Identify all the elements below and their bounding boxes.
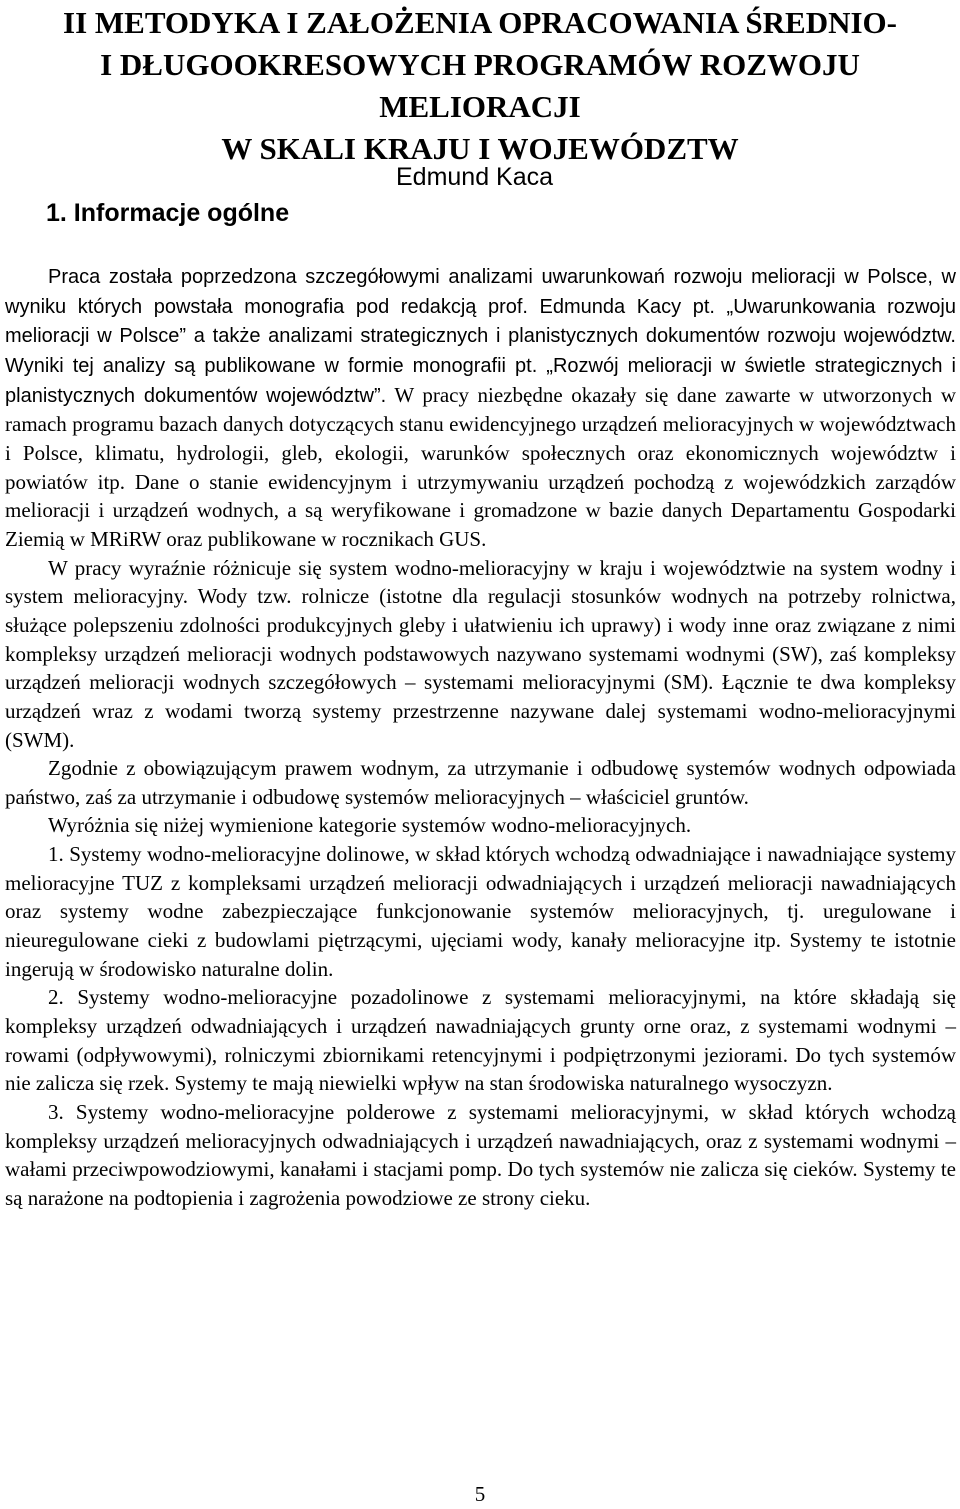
chapter-title <box>0 2 960 170</box>
paragraph-1 <box>5 262 956 554</box>
list-item-1: 1. Systemy wodno-melioracyjne dolinowe, w skład których wchodzą odwadniające i nawadniające systemy melioracyjne TUZ z kompleksami urządzeń melioracji odwadniających i urządzeń melioracji nawadniających oraz systemy wodne zabezpieczające funkcjonowanie systemów melioracyjnych, tj. uregulowane i nieuregulowane cieki z budowlami piętrzącymi, ujęciami wody, kanały melioracyjne itp. Systemy te istotnie ingerują w środowisko naturalne dolin. <box>5 842 956 981</box>
list-item-2: 2. Systemy wodno-melioracyjne pozadolinowe z systemami melioracyjnymi, na które składają się kompleksy urządzeń odwadniających i urządzeń nawadniających grunty orne oraz, z systemami wodnymi – rowami (odpływowymi), rolniczymi zbiornikami retencyjnymi i podpiętrzonymi jeziorami. Do tych systemów nie zalicza się rzek. Systemy te mają niewielki wpływ na stan środowiska naturalnego wysoczyzn. <box>5 985 956 1096</box>
paragraph-3: Zgodnie z obowiązującym prawem wodnym, za utrzymanie i odbudowę systemów wodnych odpowiada państwo, zaś za utrzymanie i odbudowę systemów melioracyjnych – właściciel gruntów. <box>5 756 956 809</box>
page-number: 5 <box>474 1482 486 1506</box>
chapter-title-line-3: W SKALI KRAJU I WOJEWÓDZTW <box>221 131 739 166</box>
paragraph-1-serif-part: W pracy niezbędne okazały się dane zawarte w utworzonych w ramach programu bazach danych dotyczących stanu ewidencyjnego urządzeń melioracyjnych w województwach i Polsce, klimatu, hydrologii, gleb, ekologii, warunków społecznych oraz ekonomicznych województw i powiatów itp. Dane o stanie ewidencyjnym i utrzymywaniu urządzeń pochodzą z wojewódzkich zarządów melioracji i urządzeń wodnych, a są weryfikowane i gromadzone w bazie danych Departamentu Gospodarki Ziemią w MRiRW oraz publikowane w rocznikach GUS. <box>5 382 956 551</box>
paragraph-1-sans-part: Praca została poprzedzona szczegółowymi analizami uwarunkowań rozwoju melioracji w Polsce, w wyniku których powstała monografia pod redakcją prof. Edmunda Kacy pt. „Uwarunkowania rozwoju melioracji w Polsce” a także analizami strategicznych i planistycznych dokumentów rozwoju województw. Wyniki tej analizy są publikowane w formie monografii pt. „Rozwój melioracji w świetle strategicznych i planistycznych dokumentów województw”. <box>5 266 956 407</box>
section-heading: 1. Informacje ogólne <box>46 199 290 227</box>
list-item-3: 3. Systemy wodno-melioracyjne polderowe z systemami melioracyjnymi, w skład których wchodzą kompleksy urządzeń melioracyjnych odwadniających i urządzeń nawadniających, oraz z systemami wodnymi – wałami przeciwpowodziowymi, kanałami i stacjami pomp. Do tych systemów nie zalicza się cieków. Systemy te są narażone na podtopienia i zagrożenia powodziowe ze strony cieku. <box>5 1100 956 1210</box>
body-text <box>5 262 956 1213</box>
paragraph-2: W pracy wyraźnie różnicuje się system wodno-melioracyjny w kraju i województwie na system wodny i system melioracyjny. Wody tzw. rolnicze (istotne dla regulacji stosunków wodnych na potrzeby rolnictwa, służące polepszeniu zdolności produkcyjnych gleby i ułatwieniu ich uprawy) i wody inne oraz związane z nimi kompleksy urządzeń melioracji wodnych podstawowych nazywano systemami wodnymi (SW), zaś kompleksy urządzeń melioracji wodnych szczegółowych – systemami melioracyjnymi (SM). Łącznie te dwa kompleksy urządzeń wraz z wodami tworzą systemy przestrzenne nazywane dalej systemami wodno-melioracyjnymi (SWM). <box>5 555 956 752</box>
author-name: Edmund Kaca <box>396 163 554 191</box>
paragraph-4: Wyróżnia się niżej wymienione kategorie systemów wodno-melioracyjnych. <box>48 813 692 838</box>
chapter-title-line-2: I DŁUGOOKRESOWYCH PROGRAMÓW ROZWOJU MELIORACJI <box>100 47 860 124</box>
chapter-title-line-1: II METODYKA I ZAŁOŻENIA OPRACOWANIA ŚREDNIO- <box>63 5 897 40</box>
